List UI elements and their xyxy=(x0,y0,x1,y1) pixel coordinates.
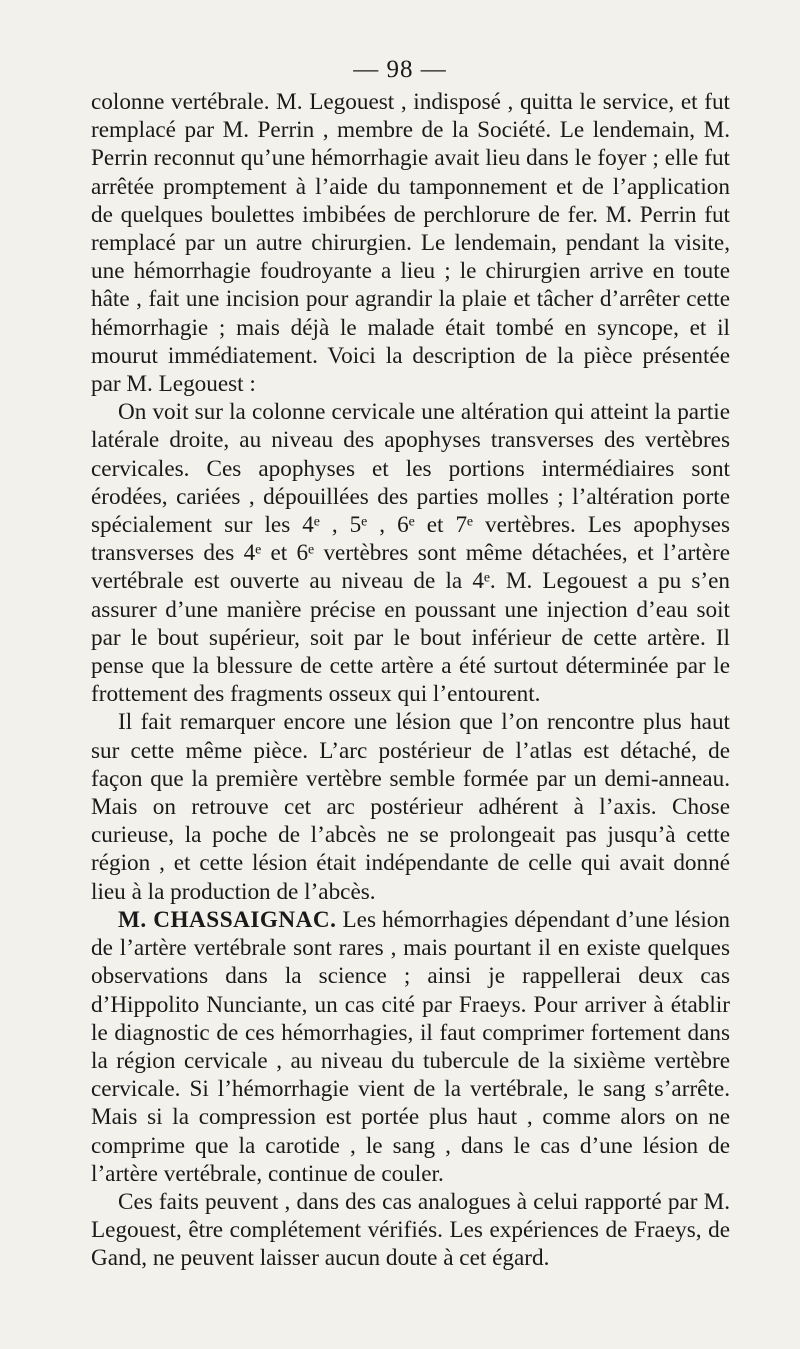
paragraph-description: On voit sur la colonne cervicale une altération qui atteint la partie latérale droite, au niveau des apophyses transverses des vertèbres cervicales. Ces apophyses et les portions intermédiaires sont érodées, cariées , dépouillées des parties molles ; l’altération porte spécialement sur les 4ᵉ , 5ᵉ , 6ᵉ et 7ᵉ vertèbres. Les apophyses transverses des 4ᵉ et 6ᵉ vertèbres sont même détachées, et l’artère vertébrale est ouverte au niveau de la 4ᵉ. M. Legouest a pu s’en assurer d’une manière précise en poussant une injection d’eau soit par le bout supérieur, soit par le bout inférieur de cette artère. Il pense que la blessure de cette artère a été surtout déterminée par le frottement des fragments osseux qui l’entourent. xyxy=(91,399,730,708)
paragraph-chassaignac xyxy=(91,906,730,1188)
speaker-text: Les hémorrhagies dépendant d’une lésion de l’artère vertébrale sont rares , mais pourtant il en existe quelques observations dans la science ; ainsi je rappellerai deux cas d’Hippolito Nunciante, un cas cité par Fraeys. Pour arriver à établir le diagnostic de ces hémorrhagies, il faut comprimer fortement dans la région cervicale , au niveau du tubercule de la sixième vertèbre cervicale. Si l’hémorrhagie vient de la vertébrale, le sang s’arrête. Mais si la compression est portée plus haut , comme alors on ne comprime que la carotide , le sang , dans le cas d’une lésion de l’artère vertébrale, continue de couler. xyxy=(91,906,730,1187)
page-number: — 98 — xyxy=(353,56,447,83)
speaker-name: M. CHASSAIGNAC. xyxy=(118,906,337,933)
body-text xyxy=(91,88,730,1273)
paragraph-conclusion: Ces faits peuvent , dans des cas analogues à celui rapporté par M. Legouest, être complétement vérifiés. Les expériences de Fraeys, de Gand, ne peuvent laisser aucun doute à cet égard. xyxy=(91,1188,730,1272)
paragraph-remark: Il fait remarquer encore une lésion que l’on rencontre plus haut sur cette même pièce. L’arc postérieur de l’atlas est détaché, de façon que la première vertèbre semble formée par un demi-anneau. Mais on retrouve cet arc postérieur adhérent à l’axis. Chose curieuse, la poche de l’abcès ne se prolongeait pas jusqu’à cette région , et cette lésion était indépendante de celle qui avait donné lieu à la production de l’abcès. xyxy=(91,709,730,905)
paragraph-continuation: colonne vertébrale. M. Legouest , indisposé , quitta le service, et fut remplacé par M. Perrin , membre de la Société. Le lendemain, M. Perrin reconnut qu’une hémorrhagie avait lieu dans le foyer ; elle fut arrêtée promptement à l’aide du tamponnement et de l’application de quelques boulettes imbibées de perchlorure de fer. M. Perrin fut remplacé par un autre chirurgien. Le lendemain, pendant la visite, une hémorrhagie foudroyante a lieu ; le chirurgien arrive en toute hâte , fait une incision pour agrandir la plaie et tâcher d’arrêter cette hémorrhagie ; mais déjà le malade était tombé en syncope, et il mourut immédiatement. Voici la description de la pièce présentée par M. Legouest : xyxy=(91,89,730,398)
